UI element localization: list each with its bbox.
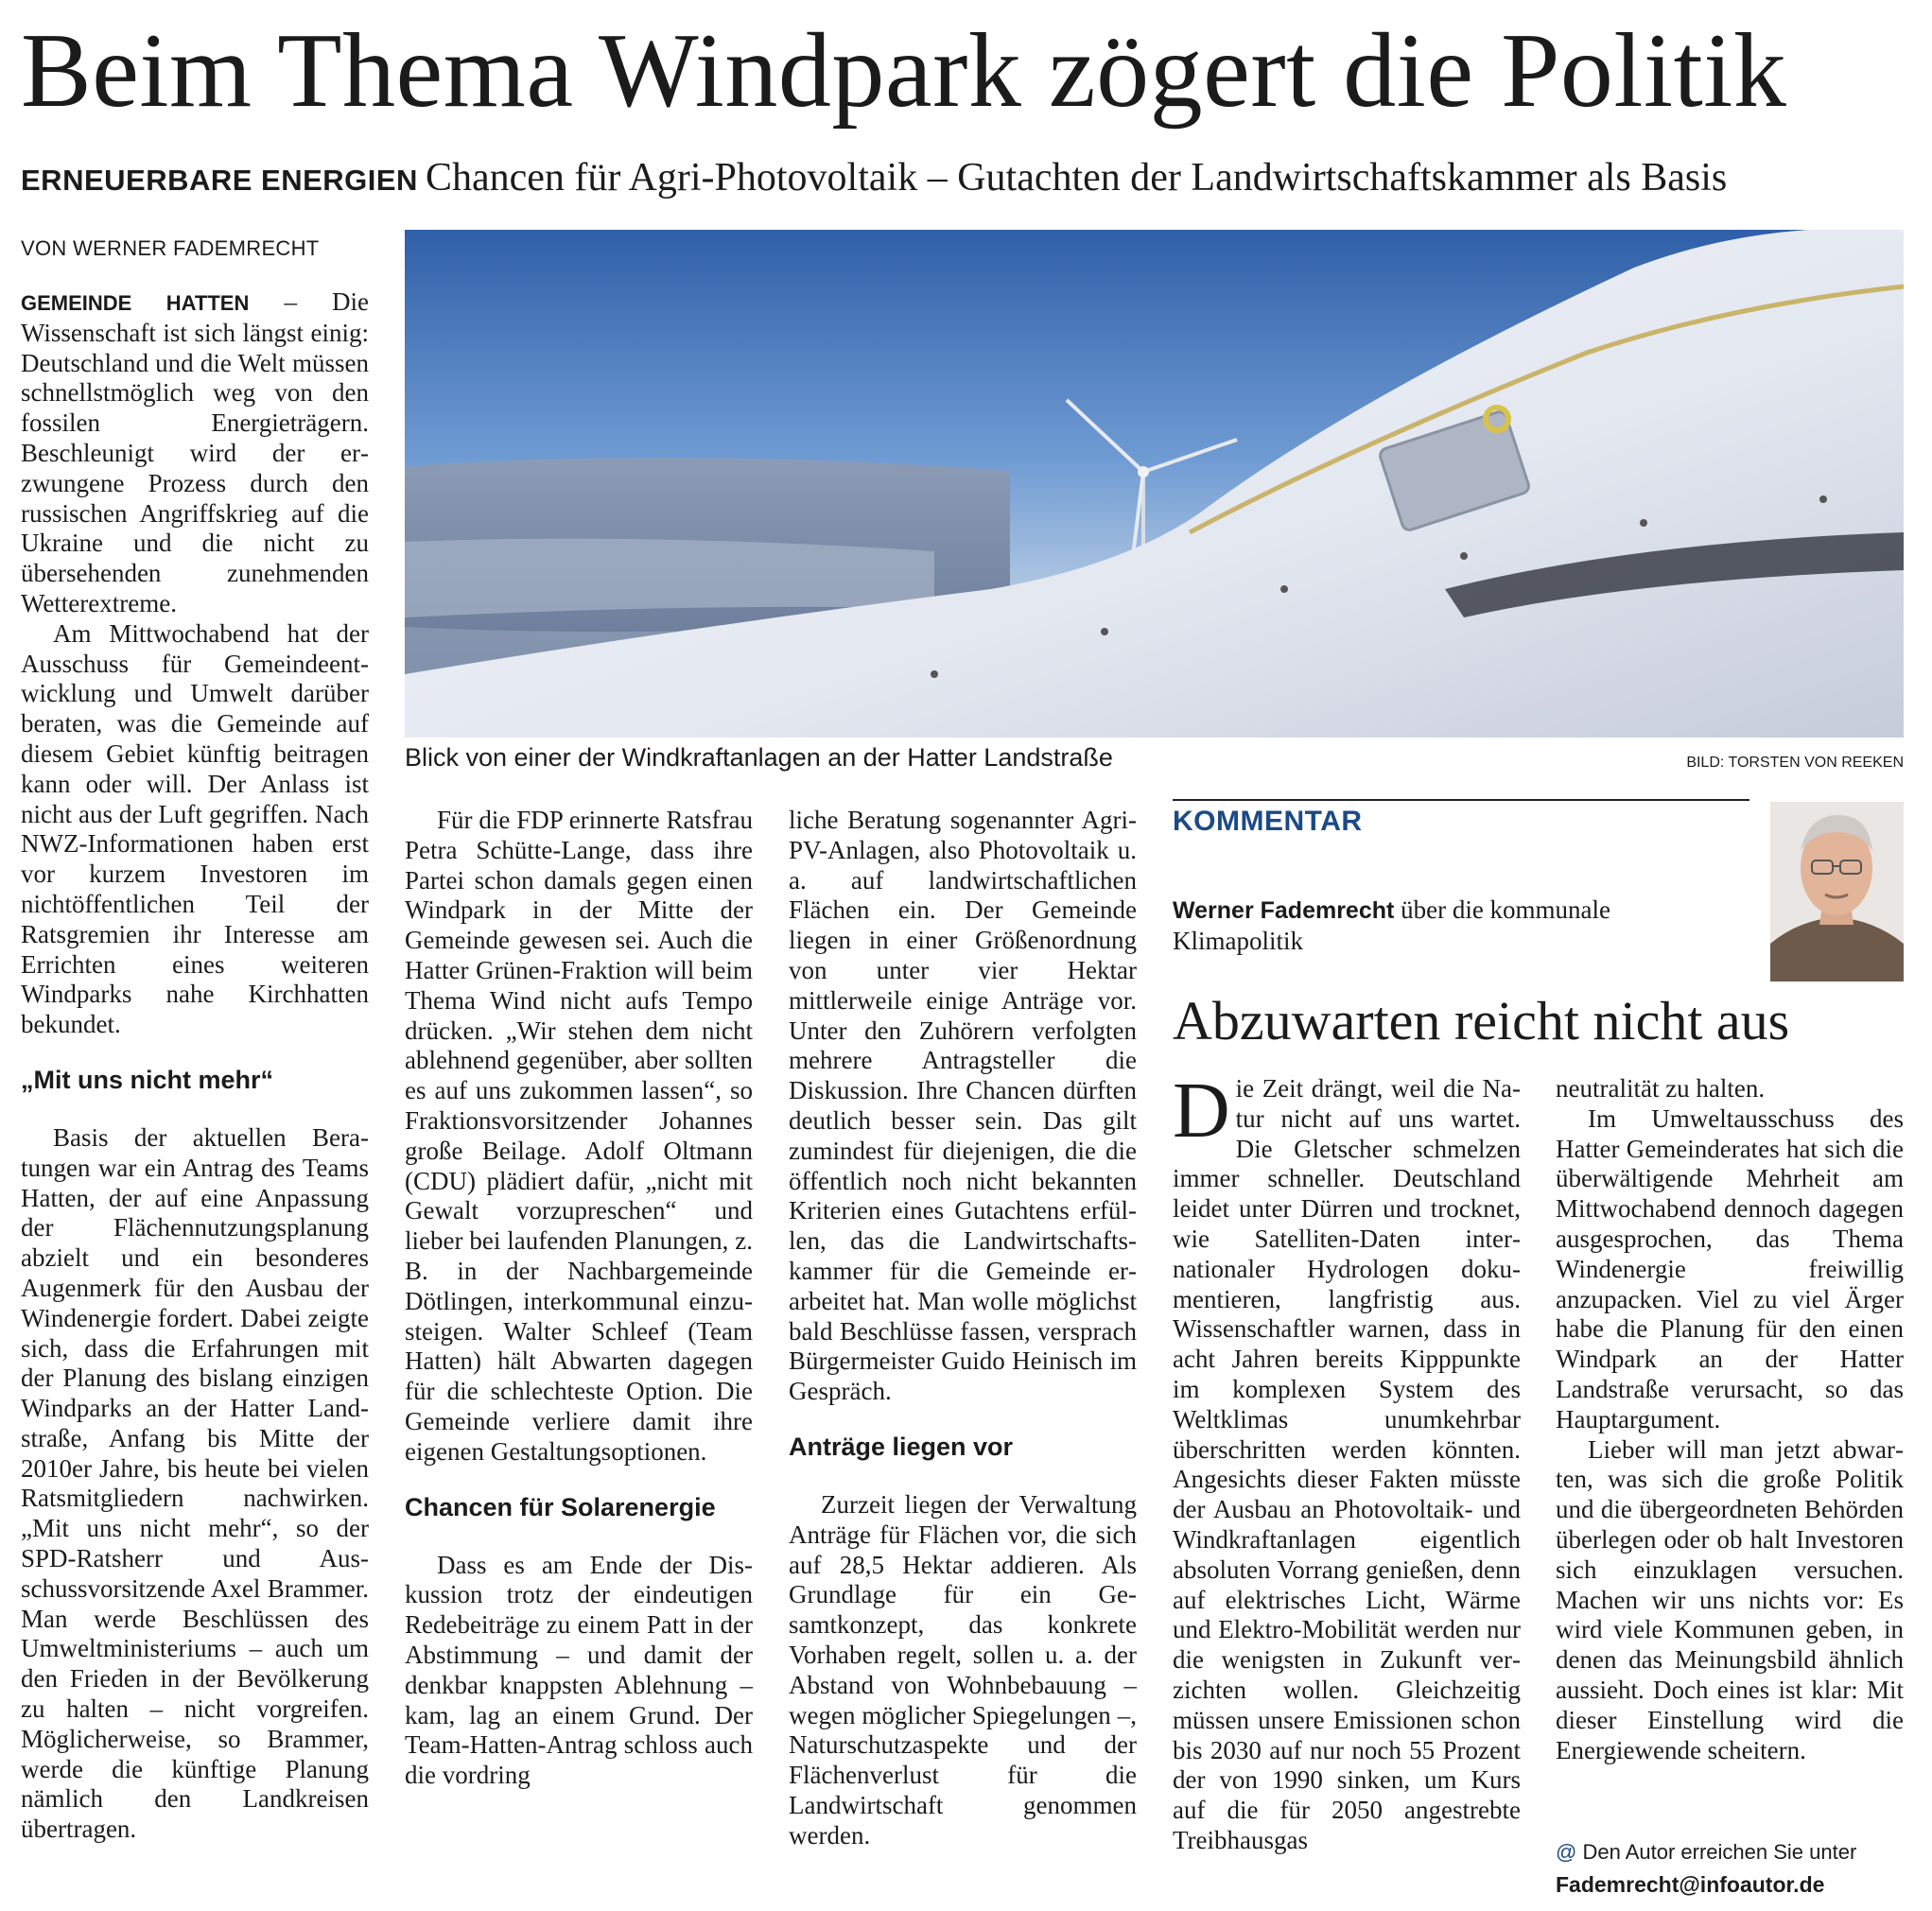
kicker: ERNEUERBARE ENERGIEN [21, 164, 418, 197]
article-paragraph: liche Beratung sogenannter Agri-PV-Anlagen, also Photovoltaik u. a. auf landwirtschaftlichen Flächen ein. Der Gemeinde liegen in einer Größenordnung von unter vier Hektar mittlerweile einige Anträge vor. Unter den Zuhörern verfolgten mehrere Antragsteller die Diskussion. Ihre Chancen dürften deutlich besser sein. Das gilt zumindest für diejenigen, die die öffentlich noch nicht bekannten Kriterien eines Gutachtens erfüllen, das die Landwirtschaftskammer für die Gemeinde erarbeitet hat. Man wolle möglichst bald Beschlüsse fassen, versprach Bürgermeister Guido Heinisch im Gespräch. [789, 806, 1137, 1406]
commentary-paragraph: Im Umweltausschuss des Hatter Gemeinderates hat sich die überwältigende Mehrheit am Mittwochabend dennoch dagegen ausgesprochen, das Thema Windenergie freiwillig anzupacken. Viel zu viel Ärger habe die Planung für den einen Windpark an der Hatter Landstraße verursacht, so das Hauptargument. [1556, 1103, 1904, 1433]
article-paragraph: Zurzeit liegen der Verwaltung Anträge für Flächen vor, die sich auf 28,5 Hektar addieren. Als Grundlage für ein Gesamtkonzept, das konkrete Vorhaben regelt, sollen u. a. der Abstand von Wohnbebauung – wegen möglicher Spiegelungen –, Naturschutzaspekte und der Flächenverlust für die Landwirtschaft genommen werden. [789, 1489, 1137, 1850]
article-column-3 [789, 806, 1137, 1851]
subheading: Anträge liegen vor [789, 1432, 1014, 1461]
paragraph-text: – Die Wissenschaft ist sich längst einig: Deutschland und die Welt müssen schnellstmöglich weg von den fossilen Energieträgern. Beschleunigt wird der erzwungene Prozess durch den russischen Angriffskrieg auf die Ukraine und die nicht zu übersehenden zunehmenden Wetterextreme. [21, 287, 370, 617]
author-suffix: über die kommunale Klimapolitik [1173, 895, 1611, 955]
author-contact [1556, 1836, 1904, 1901]
dropcap: D [1173, 1067, 1230, 1155]
photo-caption: Blick von einer der Windkraftanlagen an der Hatter Landstraße [405, 743, 1113, 772]
article-paragraph: Am Mittwochabend hat der Ausschuss für Gemeindeentwicklung und Umwelt darüber beraten, was die Gemeinde auf diesem Gebiet künftig beitragen kann oder will. Der Anlass ist nicht aus der Luft gegriffen. Nach NWZ-Informationen haben erst vor kurzem Investoren im nichtöffentlichen Teil der Ratsgremien ihr Interesse am Errichten eines weiteren Windparks nahe Kirchhatten bekundet. [21, 618, 369, 1039]
wind-turbine-photo [405, 230, 1904, 738]
commentary-column-2 [1556, 1074, 1904, 1765]
article-paragraph: Dass es am Ende der Diskussion trotz der eindeutigen Redebeiträge zu einem Patt in der Abstimmung – und damit der denkbar knappsten Ablehnung – kam, lag an einem Grund. Der Team-Hatten-Antrag schloss auch die vordring [405, 1550, 753, 1790]
commentary-rule [1173, 799, 1749, 801]
commentary-paragraph [1173, 1067, 1521, 1856]
commentary-label: KOMMENTAR [1173, 806, 1363, 837]
article-paragraph: Für die FDP erinnerte Ratsfrau Petra Schütte-Lange, dass ihre Partei schon damals gegen einen Windpark in der Mitte der Gemeinde gewesen sei. Auch die Hatter Grünen-Fraktion will beim Thema Wind nicht aufs Tempo drücken. „Wir stehen dem nicht ablehnend gegenüber, aber sollten es auf uns zukommen lassen“, so Fraktionsvorsitzender Johannes große Beilage. Adolf Oltmann (CDU) plädiert dafür, „nicht mit Gewalt vorzupreschen“ und lieber bei laufenden Planungen, z. B. in der Nachbargemeinde Dötlingen, interkommunal einzusteigen. Walter Schleef (Team Hatten) hält Abwarten dagegen für die schlechteste Option. Die Gemeinde verliere damit ihre eigenen Gestaltungsoptionen. [405, 806, 753, 1466]
headline: Beim Thema Windpark zögert die Politik [21, 12, 1787, 130]
commentary-author [1173, 895, 1740, 956]
commentary-column-1 [1173, 1067, 1521, 1856]
contact-line [1556, 1836, 1904, 1868]
at-sign-icon: @ [1556, 1840, 1577, 1864]
paragraph-text: ie Zeit drängt, weil die Natur nicht auf uns wartet. Die Gletscher schmelzen immer schneller. Deutschland leidet unter Dürren und trocknet, wie Satelliten-Daten internationaler Hydrologen dokumentieren, langfristig aus. Wissenschaftler warnen, dass in acht Jahren bereits Kipppunkte im komplexen System des Weltklimas unumkehrbar überschritten werden könnten. Angesichts dieser Fakten müsste der Ausbau an Photovoltaik- und Windkraftanlagen eigentlich absoluten Vorrang genießen, denn auf elektrisches Licht, Wärme und Elektro-Mobilität werden nur die wenigsten in Zukunft verzichten wollen. Gleichzeitig müssen unsere Emissionen schon bis 2030 auf nur noch 55 Prozent der von 1990 sinken, um Kurs auf die für 2050 angestrebte Treibhausgas [1173, 1074, 1521, 1854]
dateline: GEMEINDE HATTEN [21, 291, 250, 315]
author-email-link[interactable]: Fademrecht@infoautor.de [1556, 1872, 1825, 1897]
subheading: „Mit uns nicht mehr“ [21, 1065, 274, 1094]
commentary-paragraph: neutralität zu halten. [1556, 1074, 1766, 1103]
contact-text: Den Autor erreichen Sie unter [1576, 1840, 1857, 1864]
author-portrait [1770, 802, 1904, 982]
article-column-2 [405, 806, 753, 1791]
deck: Chancen für Agri-Photovoltaik – Gutachten der Landwirtschaftskammer als Basis [425, 156, 1728, 200]
subline [21, 149, 1912, 206]
byline: VON WERNER FADEMRECHT [21, 236, 320, 260]
photo-credit: BILD: TORSTEN VON REEKEN [1686, 755, 1904, 771]
commentary-title: Abzuwarten reicht nicht aus [1173, 990, 1790, 1051]
commentary-paragraph: Lieber will man jetzt abwarten, was sich die große Politik und die übergeordneten Behörden überlegen oder ob halt Investoren sich einzuklagen versuchen. Machen wir uns nichts vor: Es wird viele Kommunen geben, in denen das Meinungsbild ähnlich aussieht. Doch eines ist klar: Mit dieser Einstellung wird die Energiewende scheitern. [1556, 1434, 1904, 1764]
author-name: Werner Fademrecht [1173, 897, 1395, 924]
article-paragraph [21, 287, 369, 619]
article-column-1 [21, 287, 369, 1845]
subheading: Chancen für Solarenergie [405, 1492, 716, 1521]
article-paragraph: Basis der aktuellen Beratungen war ein Antrag des Teams Hatten, der auf eine Anpassung der Flächennutzungsplanung abzielt und ein besonderes Augenmerk für den Ausbau der Windenergie fordert. Dabei zeigte sich, dass die Erfahrungen mit der Planung des bislang einzigen Windparks an der Hatter Landstraße, Anfang bis Mitte der 2010er Jahre, bis heute bei vielen Ratsmitgliedern nachwirken. „Mit uns nicht mehr“, so der SPD-Ratsherr und Ausschussvorsitzende Axel Brammer. Man werde Beschlüssen des Umweltministeriums – auch um den Frieden in der Bevölkerung zu halten – nicht vorgreifen. Möglicherweise, so Brammer, werde die künftige Planung nämlich den Landkreisen übertragen. [21, 1122, 369, 1844]
